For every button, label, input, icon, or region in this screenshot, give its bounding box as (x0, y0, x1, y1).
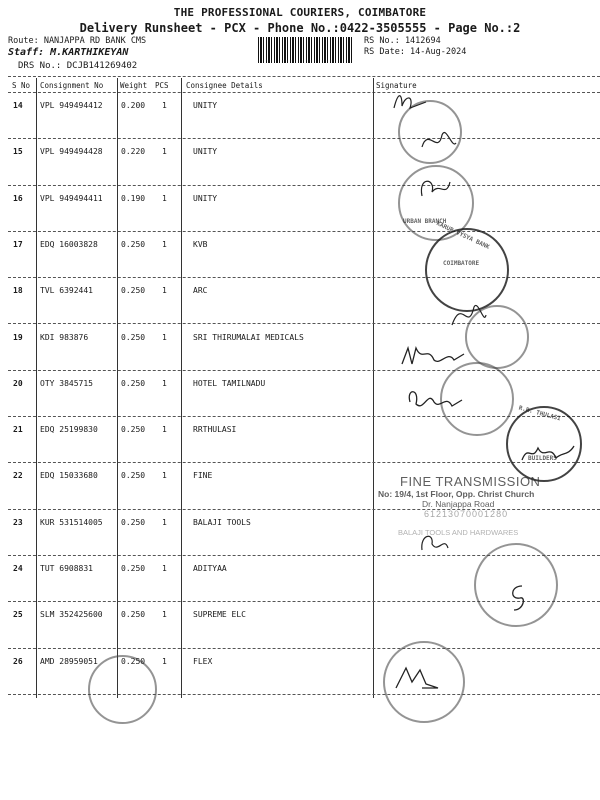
row-pcs: 1 (162, 239, 167, 249)
row-consignee: SUPREME ELC (193, 610, 246, 620)
row-consignee: RRTHULASI (193, 425, 237, 435)
fine-stamp-address: No: 19/4, 1st Floor, Opp. Christ Church (378, 489, 535, 499)
row-consignee: FLEX (193, 656, 213, 666)
row-weight: 0.250 (121, 286, 146, 296)
row-consignment: TVL 6392441 (40, 286, 93, 296)
signature-scribble (518, 438, 578, 468)
row-weight: 0.250 (121, 378, 146, 388)
row-sno: 22 (13, 471, 23, 481)
row-consignee: UNITY (193, 147, 218, 157)
drs-number: DRS No.: DCJB141269402 (18, 61, 138, 71)
row-consignment: AMD 28959051 (40, 656, 98, 666)
kvb-stamp-text: KARUR VYSYA BANK (435, 220, 491, 251)
row-consignment: EDQ 15033680 (40, 471, 98, 481)
row-consignment: SLM 352425600 (40, 610, 103, 620)
barcode (258, 37, 352, 63)
col-header-consignment: Consignment No (40, 81, 104, 90)
rs-number: RS No.: 1412694 (364, 36, 441, 46)
signature-scribble (416, 172, 452, 202)
table-top-rule (8, 76, 600, 77)
row-consignee: HOTEL TAMILNADU (193, 378, 266, 388)
row-sno: 19 (13, 332, 23, 342)
col-header-signature: Signature (376, 81, 417, 90)
row-sno: 21 (13, 425, 23, 435)
row-consignment: KDI 983876 (40, 332, 89, 342)
round-stamp (88, 655, 157, 724)
row-weight: 0.250 (121, 332, 146, 342)
route-label: Route: NANJAPPA RD BANK CMS (8, 36, 147, 46)
signature-scribble (392, 660, 442, 694)
row-consignment: KUR 531514005 (40, 517, 103, 527)
table-row (0, 93, 600, 139)
row-consignee: KVB (193, 239, 208, 249)
row-sno: 23 (13, 517, 23, 527)
row-pcs: 1 (162, 610, 167, 620)
row-weight: 0.250 (121, 425, 146, 435)
row-consignment: VPL 949494411 (40, 193, 103, 203)
row-consignment: VPL 949494412 (40, 101, 103, 110)
row-weight: 0.250 (121, 517, 146, 527)
row-sno: 24 (13, 564, 23, 573)
row-sno: 18 (13, 286, 23, 296)
row-sno: 26 (13, 656, 23, 666)
row-pcs: 1 (162, 656, 167, 666)
col-header-pcs: PCS (155, 81, 169, 90)
staff-label: Staff: M.KARTHIKEYAN (8, 47, 129, 58)
row-pcs: 1 (162, 286, 167, 296)
table-row (0, 139, 600, 185)
row-consignee: UNITY (193, 101, 218, 110)
row-consignment: TUT 6908831 (40, 564, 93, 573)
row-sno: 14 (13, 101, 23, 110)
row-weight: 0.200 (121, 101, 146, 110)
table-row (0, 232, 600, 278)
row-pcs: 1 (162, 193, 167, 203)
signature-scribble (416, 528, 452, 558)
row-sno: 20 (13, 378, 23, 388)
row-sno: 25 (13, 610, 23, 620)
thulasi-stamp-sub: BUILDERS (528, 455, 557, 462)
row-consignee: FINE (193, 471, 213, 481)
rs-date: RS Date: 14-Aug-2024 (364, 47, 467, 57)
company-title: THE PROFESSIONAL COURIERS, COIMBATORE (173, 6, 427, 19)
row-pcs: 1 (162, 564, 167, 573)
balaji-stamp-text: BALAJI TOOLS AND HARDWARES (398, 528, 519, 537)
urban-branch-stamp-text: URBAN BRANCH (403, 218, 447, 225)
signature-scribble (404, 384, 464, 416)
row-pcs: 1 (162, 332, 167, 342)
row-consignment: OTY 3845715 (40, 378, 93, 388)
row-sno: 17 (13, 239, 23, 249)
row-consignee: UNITY (193, 193, 218, 203)
fine-transmission-stamp (378, 474, 583, 519)
col-header-sno: S No (12, 81, 31, 90)
row-pcs: 1 (162, 471, 167, 481)
row-weight: 0.190 (121, 193, 146, 203)
thulasi-stamp-text: R.R. THULASI (517, 404, 562, 423)
table-row (0, 186, 600, 232)
signature-scribble (448, 295, 488, 335)
row-pcs: 1 (162, 425, 167, 435)
row-weight: 0.220 (121, 147, 146, 157)
signature-scribble (506, 580, 532, 614)
row-sno: 15 (13, 147, 23, 157)
fine-stamp-road: Dr. Nanjappa Road (422, 499, 495, 509)
signature-scribble (390, 88, 430, 113)
row-consignment: EDQ 16003828 (40, 239, 98, 249)
row-weight: 0.250 (121, 564, 146, 573)
row-sno: 16 (13, 193, 23, 203)
row-pcs: 1 (162, 517, 167, 527)
col-header-weight: Weight (120, 81, 148, 90)
row-consignee: ADITYAA (193, 564, 227, 573)
signature-scribble (398, 342, 468, 372)
row-consignee: ARC (193, 286, 208, 296)
row-pcs: 1 (162, 147, 167, 157)
row-pcs: 1 (162, 101, 167, 110)
row-weight: 0.250 (121, 610, 146, 620)
row-consignment: EDQ 25199830 (40, 425, 98, 435)
row-consignee: SRI THIRUMALAI MEDICALS (193, 332, 304, 342)
row-consignee: BALAJI TOOLS (193, 517, 251, 527)
runsheet-title: Delivery Runsheet - PCX - Phone No.:0422-3505555 - Page No.:2 (79, 21, 521, 35)
row-pcs: 1 (162, 378, 167, 388)
row-weight: 0.250 (121, 239, 146, 249)
kvb-stamp-city: COIMBATORE (443, 260, 480, 267)
row-consignment: VPL 949494428 (40, 147, 103, 157)
row-weight: 0.250 (121, 471, 146, 481)
fine-stamp-name: FINE TRANSMISSION (400, 474, 541, 489)
row-weight: 0.250 (121, 656, 146, 666)
col-header-consignee: Consignee Details (186, 81, 263, 90)
signature-scribble (418, 125, 458, 155)
fine-stamp-code: 61213070001280 (424, 509, 509, 519)
